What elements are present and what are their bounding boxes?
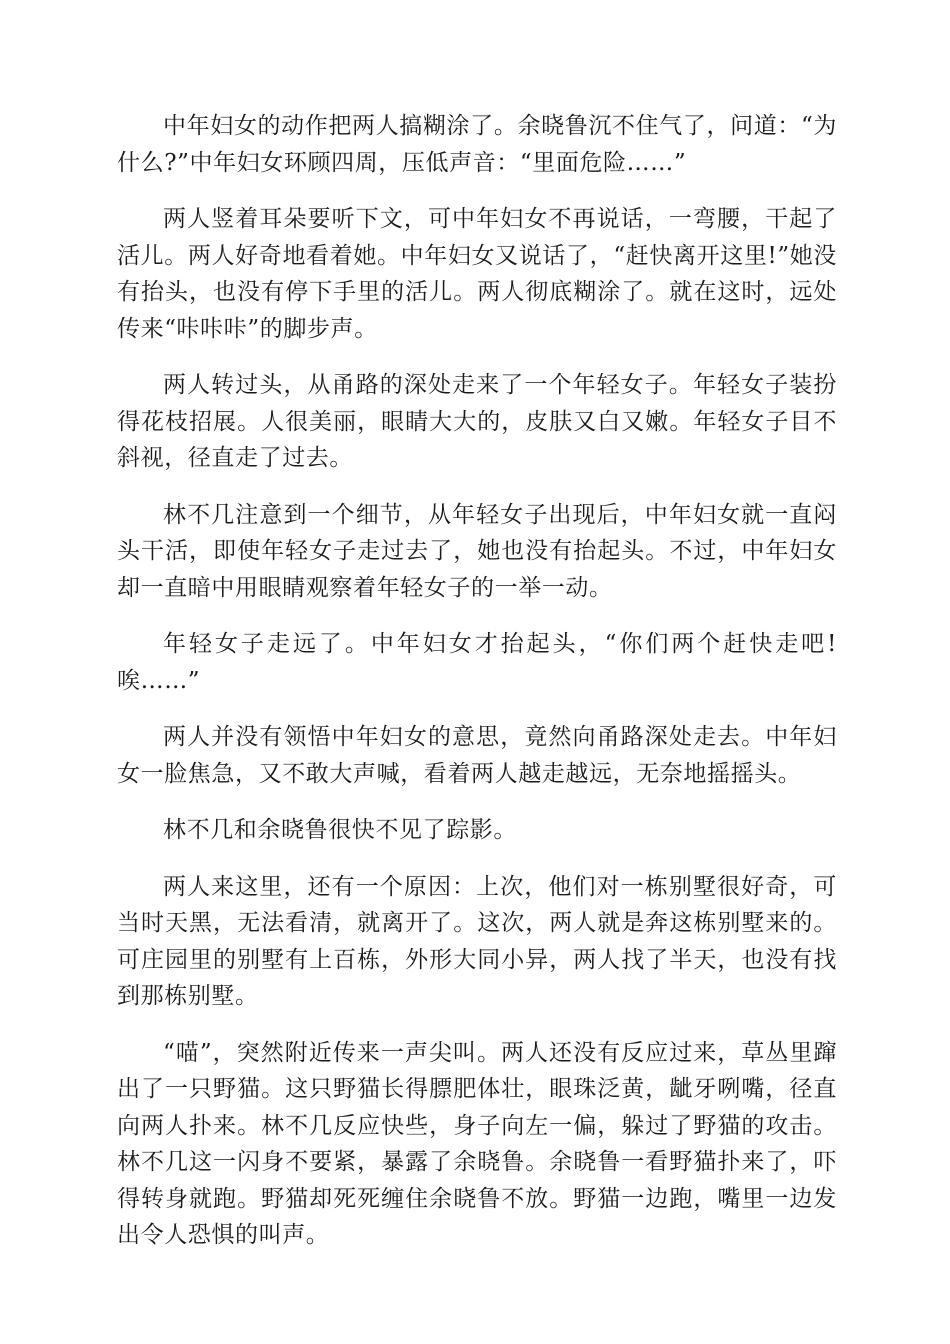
- paragraph-7: 林不几和余晓鲁很快不见了踪影。: [163, 817, 517, 843]
- paragraph-6: 两人并没有领悟中年妇女的意思，竟然向甬路深处走去。中年妇女一脸焦急，又不敢大声喊，看着两人越走越远，无奈地摇摇头。: [117, 724, 837, 787]
- paragraph-2: 两人竖着耳朵要听下文，可中年妇女不再说话，一弯腰，干起了活儿。两人好奇地看着她。中年妇女又说话了，“赶快离开这里!”她没有抬头，也没有停下手里的活儿。两人彻底糊涂了。就在这时，远处传来“咔咔咔”的脚步声。: [117, 206, 837, 342]
- story-text: [117, 108, 837, 1254]
- paragraph-4: 林不几注意到一个细节，从年轻女子出现后，中年妇女就一直闷头干活，即使年轻女子走过去了，她也没有抬起头。不过，中年妇女却一直暗中用眼睛观察着年轻女子的一举一动。: [117, 501, 837, 601]
- paragraph-3: 两人转过头，从甬路的深处走来了一个年轻女子。年轻女子装扮得花枝招展。人很美丽，眼睛大大的，皮肤又白又嫩。年轻女子目不斜视，径直走了过去。: [117, 372, 837, 471]
- paragraph-9: “喵”，突然附近传来一声尖叫。两人还没有反应过来，草丛里蹿出了一只野猫。这只野猫长得膘肥体壮，眼珠泛黄，龇牙咧嘴，径直向两人扑来。林不几反应快些，身子向左一偏，躲过了野猫的攻击。林不几这一闪身不要紧，暴露了余晓鲁。余晓鲁一看野猫扑来了，吓得转身就跑。野猫却死死缠住余晓鲁不放。野猫一边跑，嘴里一边发出令人恐惧的叫声。: [117, 1039, 837, 1248]
- paragraph-1: 中年妇女的动作把两人搞糊涂了。余晓鲁沉不住气了，问道：“为什么?”中年妇女环顾四周，压低声音：“里面危险……”: [117, 113, 837, 176]
- paragraph-5: 年轻女子走远了。中年妇女才抬起头，“你们两个赶快走吧!唉……”: [117, 631, 837, 694]
- paragraph-8: 两人来这里，还有一个原因：上次，他们对一栋别墅很好奇，可当时天黑，无法看清，就离开了。这次，两人就是奔这栋别墅来的。可庄园里的别墅有上百栋，外形大同小异，两人找了半天，也没有找到那栋别墅。: [117, 873, 837, 1009]
